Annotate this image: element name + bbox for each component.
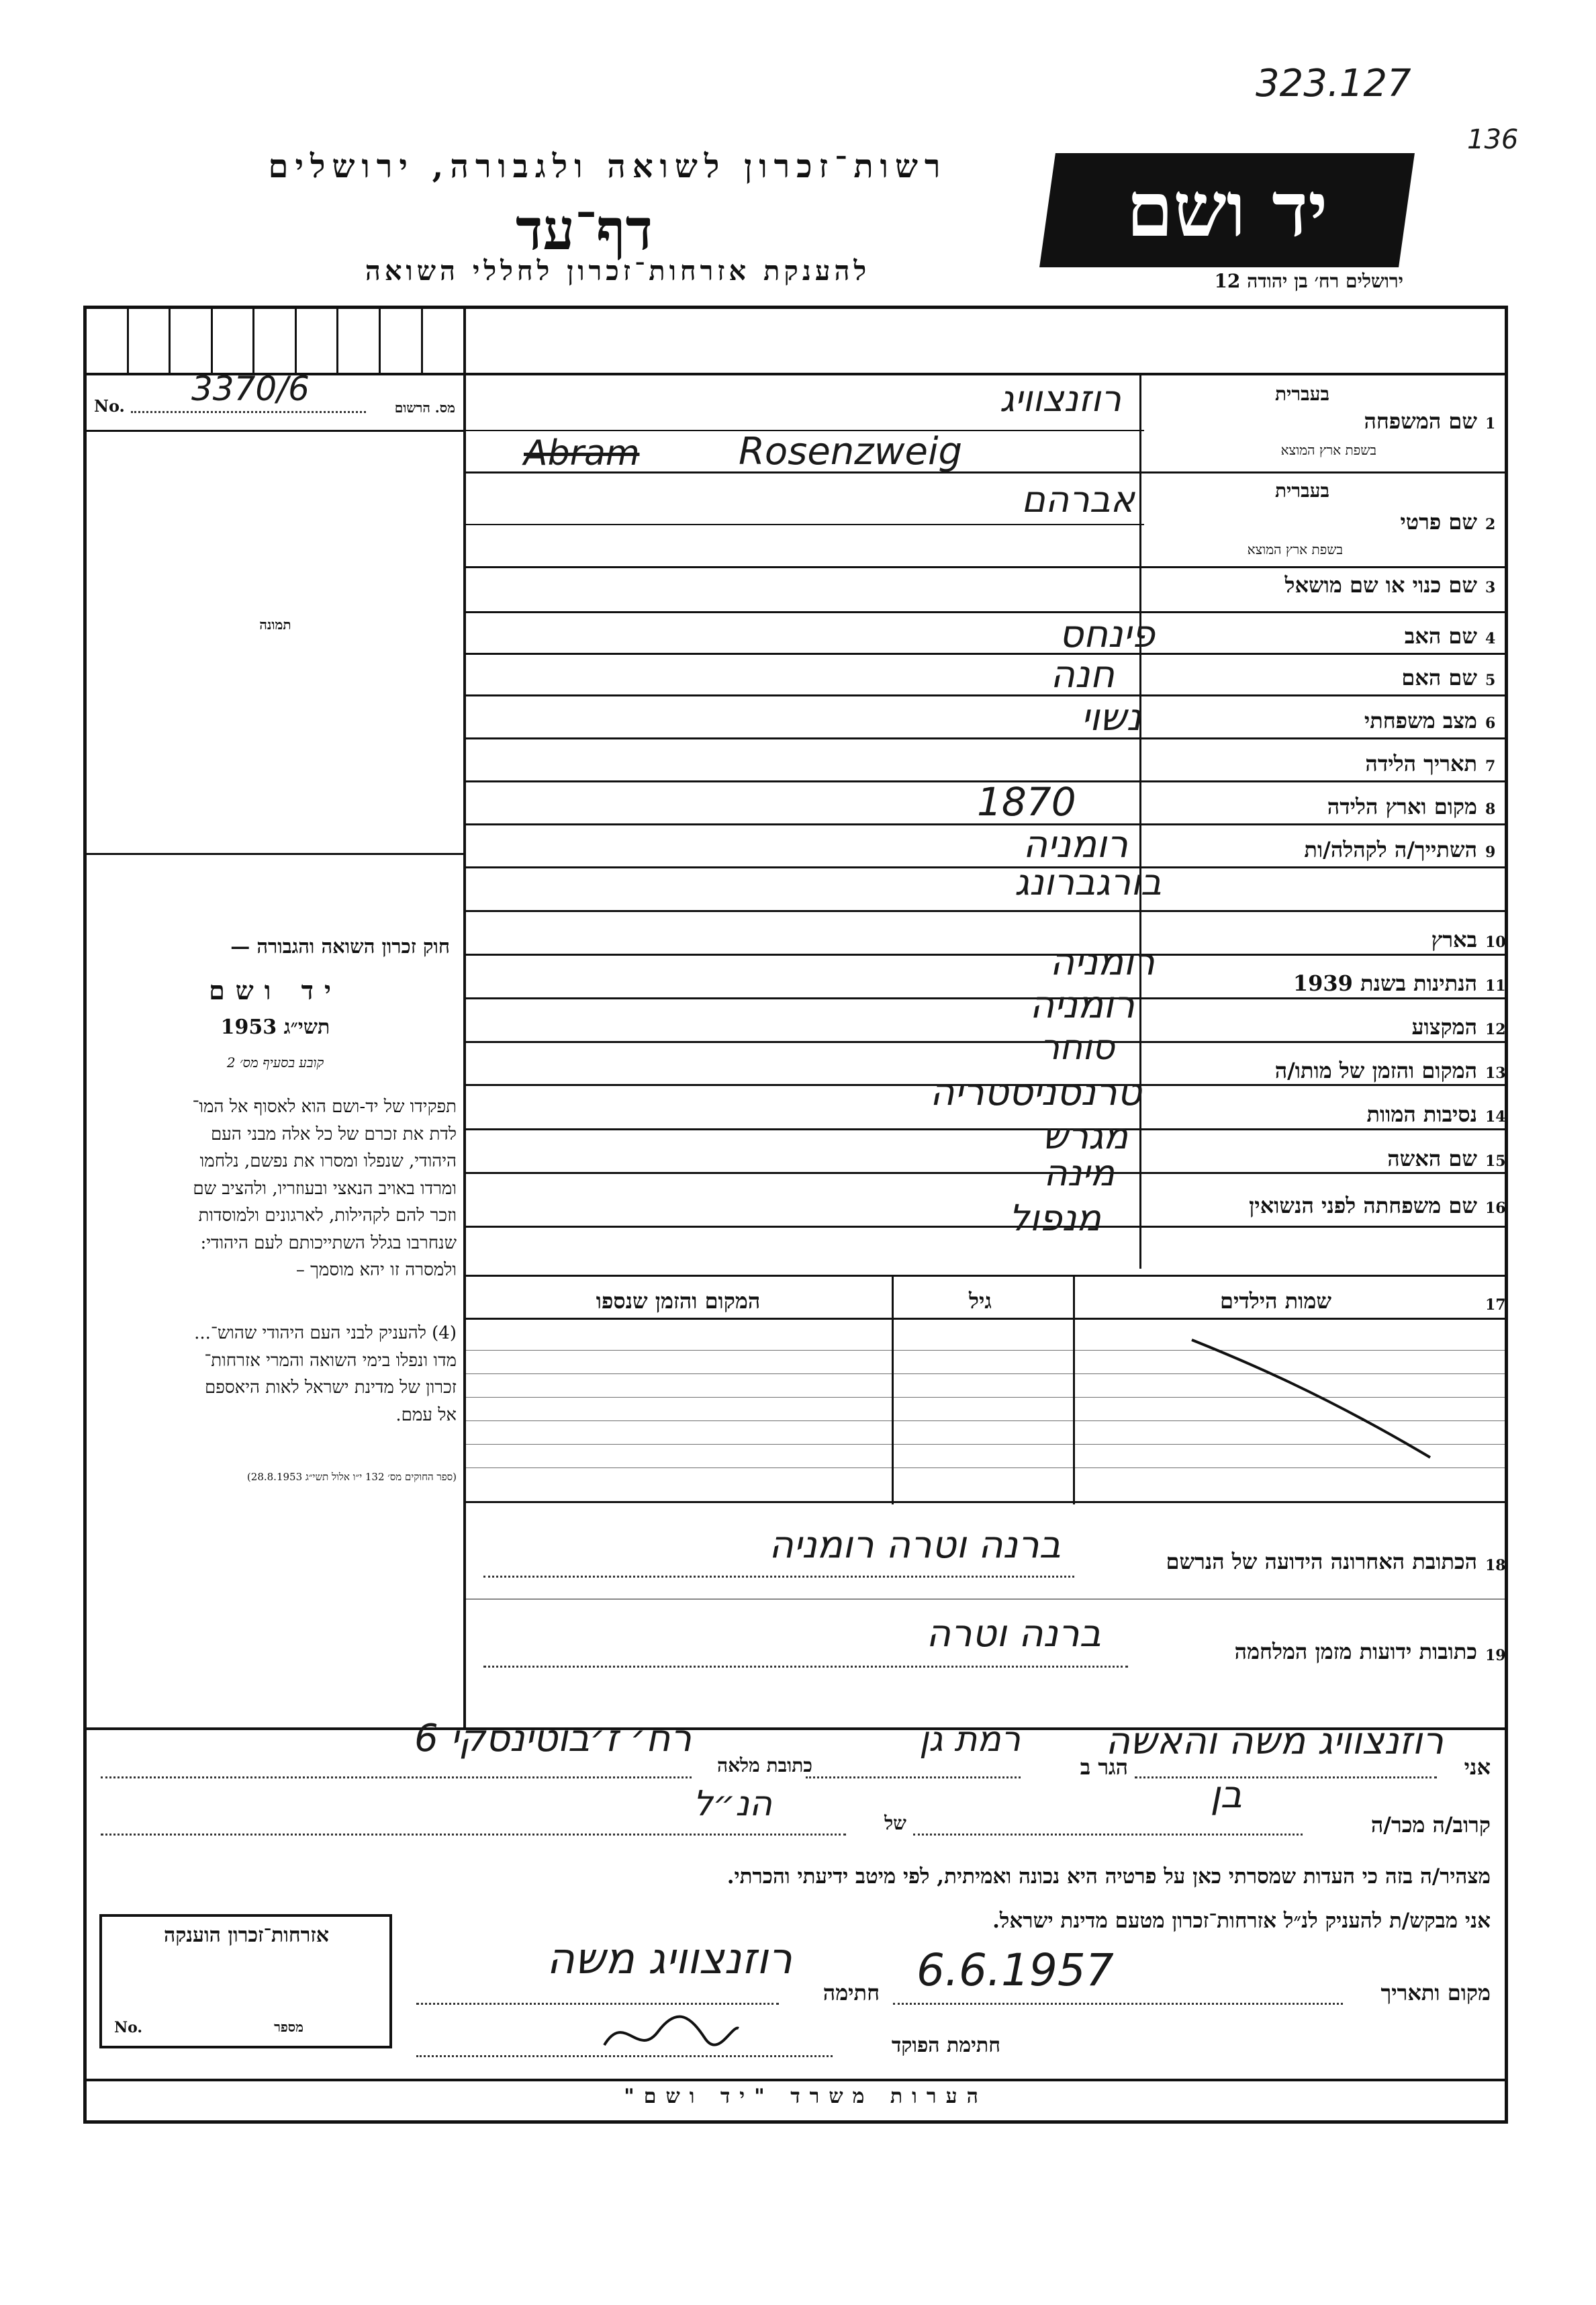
field-18-value: ברנה וטרה רומניה	[769, 1523, 1061, 1567]
field-8-label: מקום וארץ הלידה	[1327, 794, 1477, 819]
field-15-number: 15	[1485, 1152, 1506, 1170]
date-value: 6.6.1957	[917, 1944, 1114, 1996]
field-12-label: המקצוע	[1411, 1014, 1477, 1040]
children-header-age: גיל	[969, 1288, 992, 1314]
logo-address: ירושלים רח׳ בן יהודה 12	[1214, 270, 1403, 292]
law-paragraph-1: תפקידו של יד-ושם הוא לאסוף אל המו־ לדת את זכרם של כל אלה מבני העם היהודי, שנפלו ומסרו את נפשם, נלחמו ומרדו באויב הנאצי ובעוזריו, ולהציב שם וזכר להם לקהילות, לארגונים ולמוסדות שנחרבו בגלל השתייכותם לעם היהודי: ולמסרה זו יהא מוסמך –	[192, 1097, 457, 1280]
declaration-i-label: אני	[1464, 1754, 1491, 1780]
field-18-label: הכתובת האחרונה הידועה של הנרשם	[1166, 1549, 1477, 1574]
field-1-crossed-prefix: Abram	[524, 433, 640, 473]
field-5-label: שם האם	[1401, 665, 1477, 690]
field-3-label: שם כנוי או שם מושאל	[1284, 572, 1477, 598]
law-clause: קובע בסעיף מס׳ 2	[226, 1054, 324, 1071]
field-4-value: פינחס	[1059, 613, 1155, 656]
archive-number: 323.127	[1256, 62, 1411, 105]
field-7-label: תאריך הלידה	[1365, 751, 1477, 776]
lives-label: הגר ב	[1080, 1754, 1128, 1780]
field-4-number: 4	[1485, 630, 1496, 647]
full-address-label: כתובת מלאה	[716, 1754, 812, 1776]
field-1-orig-sub: בשפת ארץ המוצא	[1280, 442, 1376, 458]
field-4-label: שם האב	[1404, 623, 1477, 649]
reg-no-caption: מס. הרשום	[394, 400, 455, 416]
place-date-label: מקום ותאריך	[1380, 1980, 1491, 2005]
field-17-number: 17	[1485, 1296, 1506, 1314]
reg-no-label: No.	[94, 396, 125, 416]
field-9-number: 9	[1485, 844, 1496, 861]
field-2-number: 2	[1485, 516, 1496, 533]
citizenship-granted-box	[99, 1914, 392, 2048]
field-3-number: 3	[1485, 579, 1496, 596]
field-10-number: 10	[1485, 934, 1506, 951]
field-2-hebrew-sub: בעברית	[1274, 480, 1329, 502]
field-1-number: 1	[1485, 415, 1496, 433]
field-2-orig-sub: בשפת ארץ המוצא	[1247, 541, 1343, 557]
field-16-number: 16	[1485, 1200, 1506, 1217]
field-11-label: הנתינות בשנת 1939	[1293, 970, 1477, 996]
field-13-label: המקום והזמן של מותו/ה	[1274, 1058, 1477, 1083]
field-1-label: שם המשפחה	[1364, 408, 1477, 434]
citizenship-box-title: אזרחות־זכרון הוענקה	[163, 1924, 330, 1947]
field-8-value: רומניה	[1023, 823, 1128, 866]
reg-no-value: 3370/6	[191, 369, 310, 408]
photo-label: תמונה	[259, 617, 291, 633]
field-14-number: 14	[1485, 1108, 1506, 1126]
field-10-label: בארץ	[1431, 927, 1477, 952]
field-1-value-original: Rosenzweig	[739, 430, 963, 473]
field-8-number: 8	[1485, 801, 1496, 818]
law-citation: (ספר החוקים מס׳ 132 י״ו אלול תשי״ג 28.8.1953)	[246, 1471, 457, 1483]
citizenship-no-caption: מספר	[274, 2019, 303, 2035]
field-15-value: מינה	[1043, 1152, 1115, 1194]
field-19-label: כתובות ידועות מזמן המלחמה	[1234, 1639, 1477, 1664]
field-15-label: שם האשה	[1387, 1146, 1477, 1171]
field-19-value: ברנה וטרה	[926, 1612, 1101, 1656]
field-12-value: סוחר	[1039, 1028, 1115, 1068]
field-16-value: מנפול	[1008, 1197, 1101, 1239]
form-title: דף־עד	[515, 196, 653, 263]
officer-signature	[598, 2005, 745, 2065]
form-subtitle: להענקת אזרחות־זכרון לחללי השואה	[365, 255, 871, 287]
field-13-value: טרנסניסטריה	[930, 1071, 1141, 1114]
field-10-value: רומניה	[1049, 940, 1155, 984]
footer-remarks: הערות משרד "יד ושם"	[624, 2085, 988, 2108]
field-19-number: 19	[1485, 1647, 1506, 1664]
field-6-value: נשוי	[1081, 696, 1141, 739]
office-cells	[87, 309, 463, 373]
field-14-label: נסיבות המוות	[1366, 1101, 1477, 1127]
field-7-number: 7	[1485, 758, 1496, 775]
field-5-value: חנה	[1050, 653, 1115, 696]
field-1-hebrew-sub: בעברית	[1274, 383, 1329, 405]
corner-note: 136	[1467, 124, 1519, 155]
field-12-number: 12	[1485, 1021, 1506, 1038]
children-header-place-time: המקום והזמן שנספו	[596, 1288, 761, 1314]
of-label: של	[884, 1812, 906, 1834]
field-13-number: 13	[1485, 1065, 1506, 1082]
logo-text: יד ושם	[1126, 166, 1328, 254]
children-header-names: שמות הילדים	[1220, 1288, 1331, 1314]
field-5-number: 5	[1485, 672, 1496, 689]
statement-1: מצהיר/ה בזה כי העדות שמסרתי כאן על פרטיה היא נכונה ואמיתית, לפי מיטב ידיעתי והכרתי.	[726, 1864, 1491, 1889]
field-1-value-hebrew: רוזנצוויג	[999, 377, 1121, 420]
law-name: יד ושם	[209, 975, 342, 1005]
field-11-number: 11	[1485, 977, 1506, 995]
relative-label: קרוב/ה מכר/ה	[1370, 1812, 1491, 1838]
field-6-number: 6	[1485, 715, 1496, 732]
field-14-value: מגרש	[1042, 1115, 1128, 1157]
field-6-label: מצב משפחתי	[1364, 708, 1477, 733]
law-paragraph-2: (4) להעניק לבני העם היהודי שהוש־... מדו ונפלו בימי השואה והמרי אזרחות־ זכרון של מדינת ישראל לאות היאספם אל עמם.	[194, 1323, 457, 1425]
law-year: תשי״ג 1953	[220, 1015, 330, 1039]
field-9-label: השתייך/ה לקהלה/ות	[1304, 837, 1477, 862]
field-2-value-hebrew: אברהם	[1021, 478, 1135, 521]
children-strike-through	[1188, 1333, 1437, 1464]
law-heading: חוק זכרון השואה והגבורה —	[230, 935, 450, 958]
field-18-number: 18	[1485, 1557, 1506, 1574]
field-16-label: שם משפחתה לפני הנשואין	[1249, 1193, 1477, 1218]
relative-value: בן	[1210, 1773, 1242, 1817]
field-7-value: 1870	[977, 779, 1076, 825]
officer-signature-label: חתימת הפוקד	[891, 2034, 1000, 2057]
statement-2: אני מבקש/ת להעניק לנ״ל אזרחות־זכרון מטעם מדינת ישראל.	[992, 1909, 1491, 1933]
declarant-name: רוזנצוויג משה והאשה	[1105, 1719, 1444, 1763]
field-9-value: בורגברונג	[1015, 861, 1162, 903]
field-2-label: שם פרטי	[1400, 509, 1477, 535]
full-address-value: רח׳ ז׳בוטינסקי 6	[414, 1717, 692, 1760]
lives-value: רמת גן	[919, 1719, 1021, 1760]
org-line: רשות־זכרון לשואה ולגבורה, ירושלים	[268, 148, 947, 185]
signature-label: חתימה	[823, 1980, 880, 2005]
citizenship-no-label: No.	[114, 2019, 143, 2036]
of-value: הנ״ל	[693, 1784, 772, 1824]
yad-vashem-logo	[1039, 153, 1415, 267]
signature-value: רוזנצוויג משה	[547, 1934, 792, 1984]
field-11-value: רומניה	[1029, 983, 1135, 1027]
